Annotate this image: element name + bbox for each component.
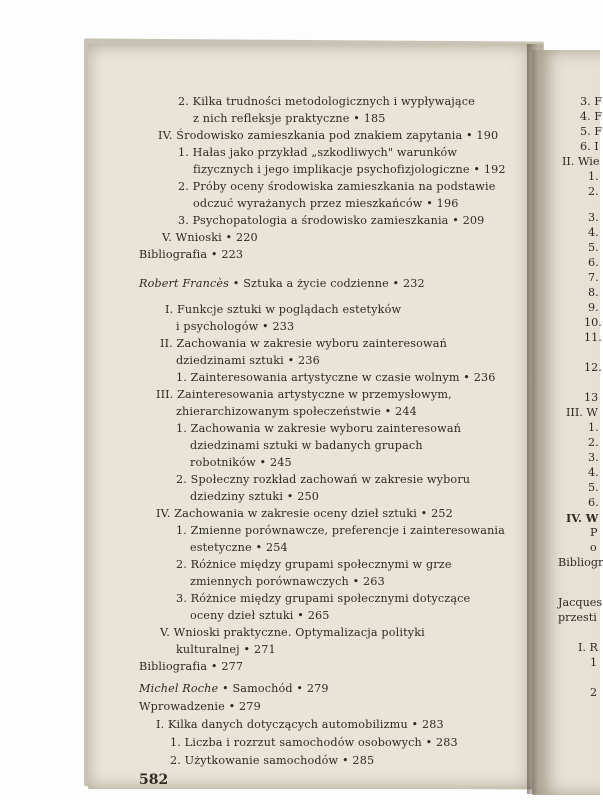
right-fragment: 5. bbox=[588, 481, 599, 494]
toc-line: 2. Kilka trudności metodologicznych i wypływające bbox=[178, 95, 475, 108]
right-fragment: 4. bbox=[588, 226, 599, 239]
right-fragment: 2. bbox=[588, 185, 599, 198]
right-fragment: Jacques bbox=[558, 596, 603, 609]
toc-line: Wprowadzenie • 279 bbox=[139, 700, 261, 713]
right-fragment: 12. bbox=[584, 361, 602, 374]
toc-line: 1. Zainteresowania artystyczne w czasie wolnym • 236 bbox=[176, 371, 496, 384]
right-fragment: o bbox=[590, 541, 597, 554]
toc-line: 2. Społeczny rozkład zachowań w zakresie wyboru bbox=[176, 473, 471, 486]
toc-line: Bibliografia • 223 bbox=[139, 248, 244, 261]
right-fragment: 3. bbox=[588, 451, 599, 464]
toc-line: 3. Różnice między grupami społecznymi dotyczące bbox=[176, 592, 471, 605]
page-number: 582 bbox=[139, 772, 169, 788]
right-fragment: P bbox=[590, 526, 598, 539]
toc-line: 2. Różnice między grupami społecznymi w grze bbox=[176, 558, 452, 571]
chapter-author: Robert Francès bbox=[139, 277, 230, 290]
toc-chapter-heading bbox=[139, 682, 329, 695]
right-fragment: I. R bbox=[578, 641, 598, 654]
toc-line: V. Wnioski • 220 bbox=[162, 231, 258, 244]
toc-line: 3. Psychopatologia a środowisko zamieszkania • 209 bbox=[178, 214, 485, 227]
toc-line: 1. Hałas jako przykład „szkodliwych" warunków bbox=[178, 146, 458, 159]
toc-line: 1. Liczba i rozrzut samochodów osobowych • 283 bbox=[170, 736, 458, 749]
right-fragment: 5. F bbox=[580, 125, 602, 138]
toc-line: zhierarchizowanym społeczeństwie • 244 bbox=[176, 405, 417, 418]
right-fragment: 2. bbox=[588, 436, 599, 449]
right-fragment: 1. bbox=[588, 421, 599, 434]
toc-line: IV. Zachowania w zakresie oceny dzieł sztuki • 252 bbox=[156, 507, 453, 520]
toc-chapter-heading bbox=[139, 277, 425, 290]
right-fragment: II. Wie bbox=[562, 155, 600, 168]
right-fragment: 6. bbox=[588, 496, 599, 509]
chapter-title: • Samochód • 279 bbox=[218, 682, 329, 695]
right-fragment: IV. W bbox=[566, 511, 599, 525]
toc-line: 1. Zachowania w zakresie wyboru zainteresowań bbox=[176, 422, 462, 435]
right-fragment: 4. F bbox=[580, 110, 602, 123]
right-fragment: 1. bbox=[588, 170, 599, 183]
right-fragment: 4. bbox=[588, 466, 599, 479]
toc-line: I. Kilka danych dotyczących automobilizmu • 283 bbox=[156, 718, 444, 731]
toc-line: estetyczne • 254 bbox=[190, 541, 288, 554]
chapter-title: • Sztuka a życie codzienne • 232 bbox=[229, 277, 425, 290]
toc-line: II. Zachowania w zakresie wyboru zainteresowań bbox=[160, 337, 447, 350]
right-fragment: 13 bbox=[584, 391, 599, 404]
toc-line: i psychologów • 233 bbox=[176, 320, 295, 333]
right-fragment: 3. F bbox=[580, 95, 602, 108]
right-fragment: 6. I bbox=[580, 140, 599, 153]
toc-line: kulturalnej • 271 bbox=[176, 643, 276, 656]
right-fragment: 2 bbox=[590, 686, 598, 699]
toc-line: robotników • 245 bbox=[190, 456, 292, 469]
toc-line: zmiennych porównawczych • 263 bbox=[190, 575, 385, 588]
toc-line: z nich refleksje praktyczne • 185 bbox=[193, 112, 386, 125]
toc-line: III. Zainteresowania artystyczne w przemysłowym, bbox=[156, 388, 452, 401]
toc-line: 1. Zmienne porównawcze, preferencje i zainteresowania bbox=[176, 524, 505, 537]
toc-line: dziedziny sztuki • 250 bbox=[190, 490, 320, 503]
right-fragment: 8. bbox=[588, 286, 599, 299]
right-fragment: 11. bbox=[584, 331, 602, 344]
book-gutter bbox=[527, 44, 537, 794]
right-fragment: III. W bbox=[566, 406, 598, 419]
toc-line: I. Funkcje sztuki w poglądach estetyków bbox=[165, 303, 402, 316]
right-fragment: 9. bbox=[588, 301, 599, 314]
toc-line: 2. Próby oceny środowiska zamieszkania na podstawie bbox=[178, 180, 496, 193]
toc-line: fizycznych i jego implikacje psychofizjologiczne • 192 bbox=[193, 163, 506, 176]
toc-line: oceny dzieł sztuki • 265 bbox=[190, 609, 330, 622]
toc-line: odczuć wyrażanych przez mieszkańców • 196 bbox=[193, 197, 459, 210]
toc-line: Bibliografia • 277 bbox=[139, 660, 244, 673]
right-fragment: 1 bbox=[590, 656, 598, 669]
right-fragment: Bibliogr bbox=[558, 556, 603, 569]
right-fragment: 3. bbox=[588, 211, 599, 224]
chapter-author: Michel Roche bbox=[139, 682, 219, 695]
right-fragment: 10. bbox=[584, 316, 602, 329]
right-fragment: 7. bbox=[588, 271, 599, 284]
toc-line: dziedzinami sztuki • 236 bbox=[176, 354, 320, 367]
toc-line: 2. Użytkowanie samochodów • 285 bbox=[170, 754, 375, 767]
right-fragment: przesti bbox=[558, 611, 597, 624]
right-fragment: 5. bbox=[588, 241, 599, 254]
right-fragment: 6. bbox=[588, 256, 599, 269]
toc-line: IV. Środowisko zamieszkania pod znakiem zapytania • 190 bbox=[158, 129, 499, 142]
toc-line: V. Wnioski praktyczne. Optymalizacja polityki bbox=[160, 626, 425, 639]
toc-line: dziedzinami sztuki w badanych grupach bbox=[190, 439, 423, 452]
